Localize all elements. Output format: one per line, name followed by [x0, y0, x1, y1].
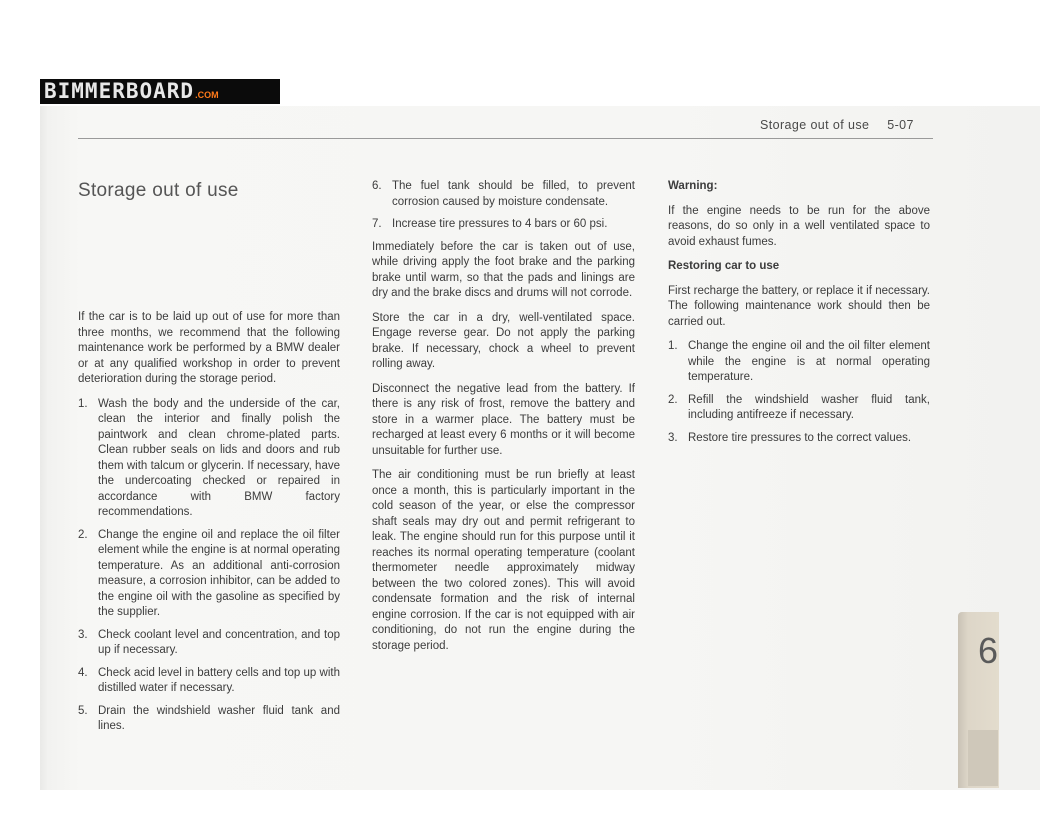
logo-suffix: .COM — [195, 89, 219, 100]
restore-heading: Restoring car to use — [668, 260, 780, 272]
store-paragraph: Store the car in a dry, well-ventilated space. Engage reverse gear. Do not apply the parking brake. If necessary, chock a wheel to prevent rolling away. — [372, 311, 635, 370]
list-item — [372, 179, 635, 210]
list-item — [78, 666, 340, 697]
step-number: 6. — [372, 180, 382, 192]
header-rule — [78, 138, 933, 139]
column-1 — [78, 310, 340, 742]
warning-text: If the engine needs to be run for the above reasons, do so only in a well ventilated space to avoid exhaust fumes. — [668, 204, 930, 248]
header-section: Storage out of use — [760, 118, 870, 132]
air-conditioning-paragraph: The air conditioning must be run briefly at least once a month, this is particularly important in the cold season of the year, or else the compressor shaft seals may dry out and permit refrigerant to leak. The engine should run for this purpose until it reaches its normal operating temperature (coolant thermometer needle approximately midway between the two colored zones). This will avoid condensate formation and the risk of internal engine corrosion. If the car is not equipped with air conditioning, do not run the engine during the storage period. — [372, 469, 635, 652]
step-text: Drain the windshield washer fluid tank and lines. — [98, 704, 340, 732]
step-number: 5. — [78, 704, 88, 717]
step-number: 2. — [668, 393, 678, 406]
list-item — [668, 393, 930, 424]
page-number: 5-07 — [887, 118, 914, 132]
step-text: Increase tire pressures to 4 bars or 60 psi. — [392, 218, 608, 230]
step-text: Check acid level in battery cells and top up with distilled water if necessary. — [98, 666, 340, 694]
list-item — [372, 217, 635, 233]
step-number: 3. — [668, 431, 678, 444]
list-item — [668, 431, 930, 447]
running-header — [760, 118, 914, 132]
page-title: Storage out of use — [78, 180, 239, 201]
list-item — [78, 628, 340, 659]
step-text: Restore tire pressures to the correct values. — [688, 431, 912, 444]
battery-paragraph: Disconnect the negative lead from the battery. If there is any risk of frost, remove the battery and store in a warmer place. The battery must be recharged at least every 6 months or it will become unsuitable for further use. — [372, 382, 635, 457]
step-text: The fuel tank should be filled, to prevent corrosion caused by moisture condensate. — [392, 180, 635, 208]
restore-steps-list — [668, 339, 930, 446]
step-number: 1. — [78, 397, 88, 410]
step-text: Change the engine oil and replace the oil filter element while the engine is at normal operating temperature. As an additional anti-corrosion measure, a corrosion inhibitor, can be added to the engine oil with the gasoline as specified by the supplier. — [98, 528, 340, 618]
brake-paragraph: Immediately before the car is taken out of use, while driving apply the foot brake and the parking brake until warm, so that the pads and linings are dry and the brake discs and drums will not corrode. — [372, 240, 635, 299]
chapter-tab-edge — [968, 730, 998, 786]
step-text: Wash the body and the underside of the car, clean the interior and finally polish the paintwork and clean chrome-plated parts. Clean rubber seals on lids and doors and rub them with talcum or glycerin. If necessary, have the undercoating checked or repaired in accordance with BMW factory recommendations. — [98, 397, 340, 518]
intro-paragraph: If the car is to be laid up out of use for more than three months, we recommend that the following maintenance work be performed by a BMW dealer or at any qualified workshop in order to prevent deterioration during the storage period. — [78, 311, 340, 385]
step-number: 3. — [78, 628, 88, 641]
storage-steps-list — [78, 397, 340, 735]
step-text: Change the engine oil and the oil filter element while the engine is at normal operating temperature. — [688, 340, 930, 383]
list-item — [78, 704, 340, 735]
restore-intro: First recharge the battery, or replace it if necessary. The following maintenance work should then be carried out. — [668, 284, 930, 328]
step-number: 7. — [372, 218, 382, 230]
column-3 — [668, 179, 930, 453]
bimmerboard-logo[interactable] — [40, 79, 280, 104]
step-number: 2. — [78, 528, 88, 541]
step-text: Refill the windshield washer fluid tank, including antifreeze if necessary. — [688, 393, 930, 421]
logo-text: BIMMERBOARD — [44, 79, 195, 103]
step-text: Check coolant level and concentration, and top up if necessary. — [98, 628, 340, 656]
column-2 — [372, 179, 635, 663]
list-item — [668, 339, 930, 386]
storage-steps-list-continued — [372, 179, 635, 233]
chapter-tab-number: 6 — [978, 630, 999, 671]
step-number: 4. — [78, 666, 88, 679]
warning-heading: Warning: — [668, 180, 718, 192]
list-item — [78, 528, 340, 621]
step-number: 1. — [668, 340, 678, 352]
list-item — [78, 397, 340, 521]
